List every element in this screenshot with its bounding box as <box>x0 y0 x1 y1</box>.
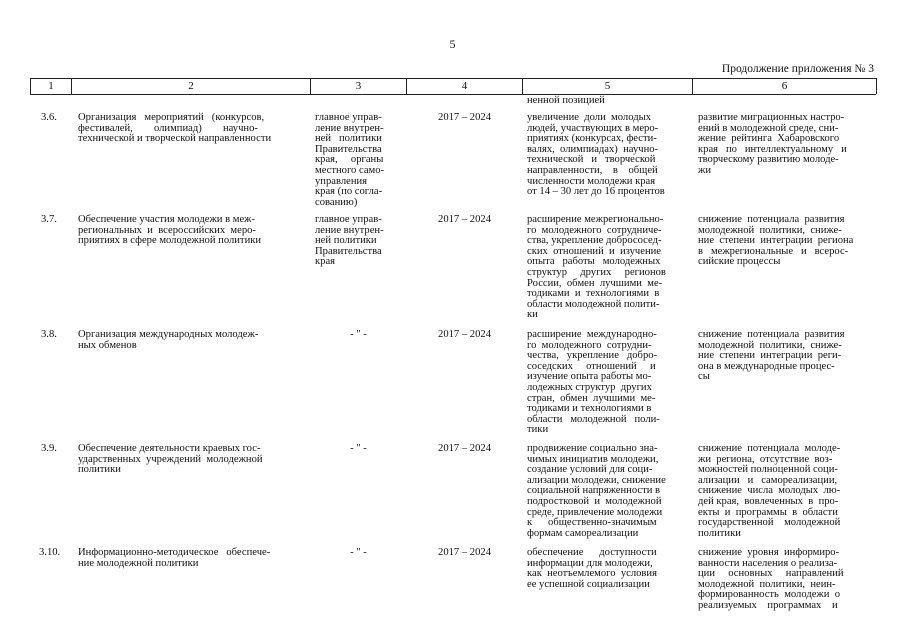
row-number: 3.10. <box>39 547 61 558</box>
period: 2017 – 2024 <box>438 214 491 225</box>
expected-result: расширение межрегионально- го молодежного сотрудниче- ства, укрепление добрососед- ских отношений и изучение опыта работы молодежных структур других регионов России, обмен лучшими ме- тодиками и технологиями в области молодежной полити- ки <box>527 214 666 321</box>
activity-name: Информационно-методическое обеспече- ние молодежной политики <box>78 547 271 569</box>
activity-name: Обеспечение деятельности краевых гос- ударственных учреждений молодежной политики <box>78 443 263 476</box>
row-number: 3.8. <box>41 329 57 340</box>
expected-result: обеспечение доступности информации для молодежи, как неотъемлемого условия ее успешной социализации <box>527 547 657 590</box>
executor: - " - <box>350 329 367 340</box>
column-header-4: 4 <box>461 80 468 92</box>
consequence: развитие миграционных настро- ений в молодежной среде, сни- жение рейтинга Хабаровского края по интеллектуальному и творческому развитию молоде- жи <box>698 112 847 176</box>
consequence: снижение уровня информиро- ванности населения о реализа- ции основных направлений молодежной политики, неин- формированность молодежи о реализуемых программах и <box>698 547 844 611</box>
expected-result: расширение международно- го молодежного сотрудни- чества, укрепление добро- соседских отношений и изучение опыта работы мо- лодежных структур других стран, обмен лучшими ме- тодиками и технологиями в области молодежной поли- тики <box>527 329 660 436</box>
period: 2017 – 2024 <box>438 329 491 340</box>
consequence: снижение потенциала развития молодежной политики, сниже- ние степени интеграции региона в межрегиональные и всерос- сийские процессы <box>698 214 854 268</box>
period: 2017 – 2024 <box>438 547 491 558</box>
row-number: 3.9. <box>41 443 57 454</box>
continuation-note: Продолжение приложения № 3 <box>721 63 874 75</box>
consequence: снижение потенциала развития молодежной политики, сниже- ние степени интеграции реги- она в международные процес- сы <box>698 329 845 383</box>
activity-name: Организация международных молодеж- ных обменов <box>78 329 259 351</box>
executor: главное управ- ление внутрен- ней политики Правительства края <box>315 214 384 268</box>
column-header-3: 3 <box>355 80 362 92</box>
executor: - " - <box>350 443 367 454</box>
row-number: 3.6. <box>41 112 57 123</box>
page-number: 5 <box>449 37 456 51</box>
period: 2017 – 2024 <box>438 443 491 454</box>
row-number: 3.7. <box>41 214 57 225</box>
table-header-bottom-border <box>30 94 876 95</box>
column-header-5: 5 <box>604 80 611 92</box>
header-divider <box>876 78 877 94</box>
expected-result: увеличение доли молодых людей, участвующих в меро- приятиях (конкурсах, фести- валях, олимпиадах) научно- технической и творческой направленности, в общей численности молодежи края от 14 – 30 лет до 16 процентов <box>527 112 665 198</box>
column-header-6: 6 <box>781 80 788 92</box>
column-header-1: 1 <box>48 80 54 92</box>
activity-name: Обеспечение участия молодежи в меж- региональных и всероссийских меро- приятиях в сфере молодежной политики <box>78 214 262 247</box>
executor: главное управ- ление внутрен- ней политики Правительства края, органы местного само- управления края (по согла- сованию) <box>315 112 385 208</box>
column-header-2: 2 <box>188 80 194 92</box>
period: 2017 – 2024 <box>438 112 491 123</box>
executor: - " - <box>350 547 367 558</box>
consequence: снижение потенциала молоде- жи региона, отсутствие воз- можностей полноценной соци- ализации и самореализации, снижение числа молодых лю- дей края, вовлеченных в про- екты и программы в области государственной молодежной политики <box>698 443 841 539</box>
carryover-text: ненной позицией <box>527 95 605 106</box>
expected-result: продвижение социально зна- чимых инициатив молодежи, создание условий для соци- ализации молодежи, снижение социальной напряженности в подростковой и молодежной среде, привлечение молодежи к общественно-значимым формам самореализации <box>527 443 666 539</box>
activity-name: Организация мероприятий (конкурсов, фестивалей, олимпиад) научно- технической и творческой направленности <box>78 112 272 145</box>
